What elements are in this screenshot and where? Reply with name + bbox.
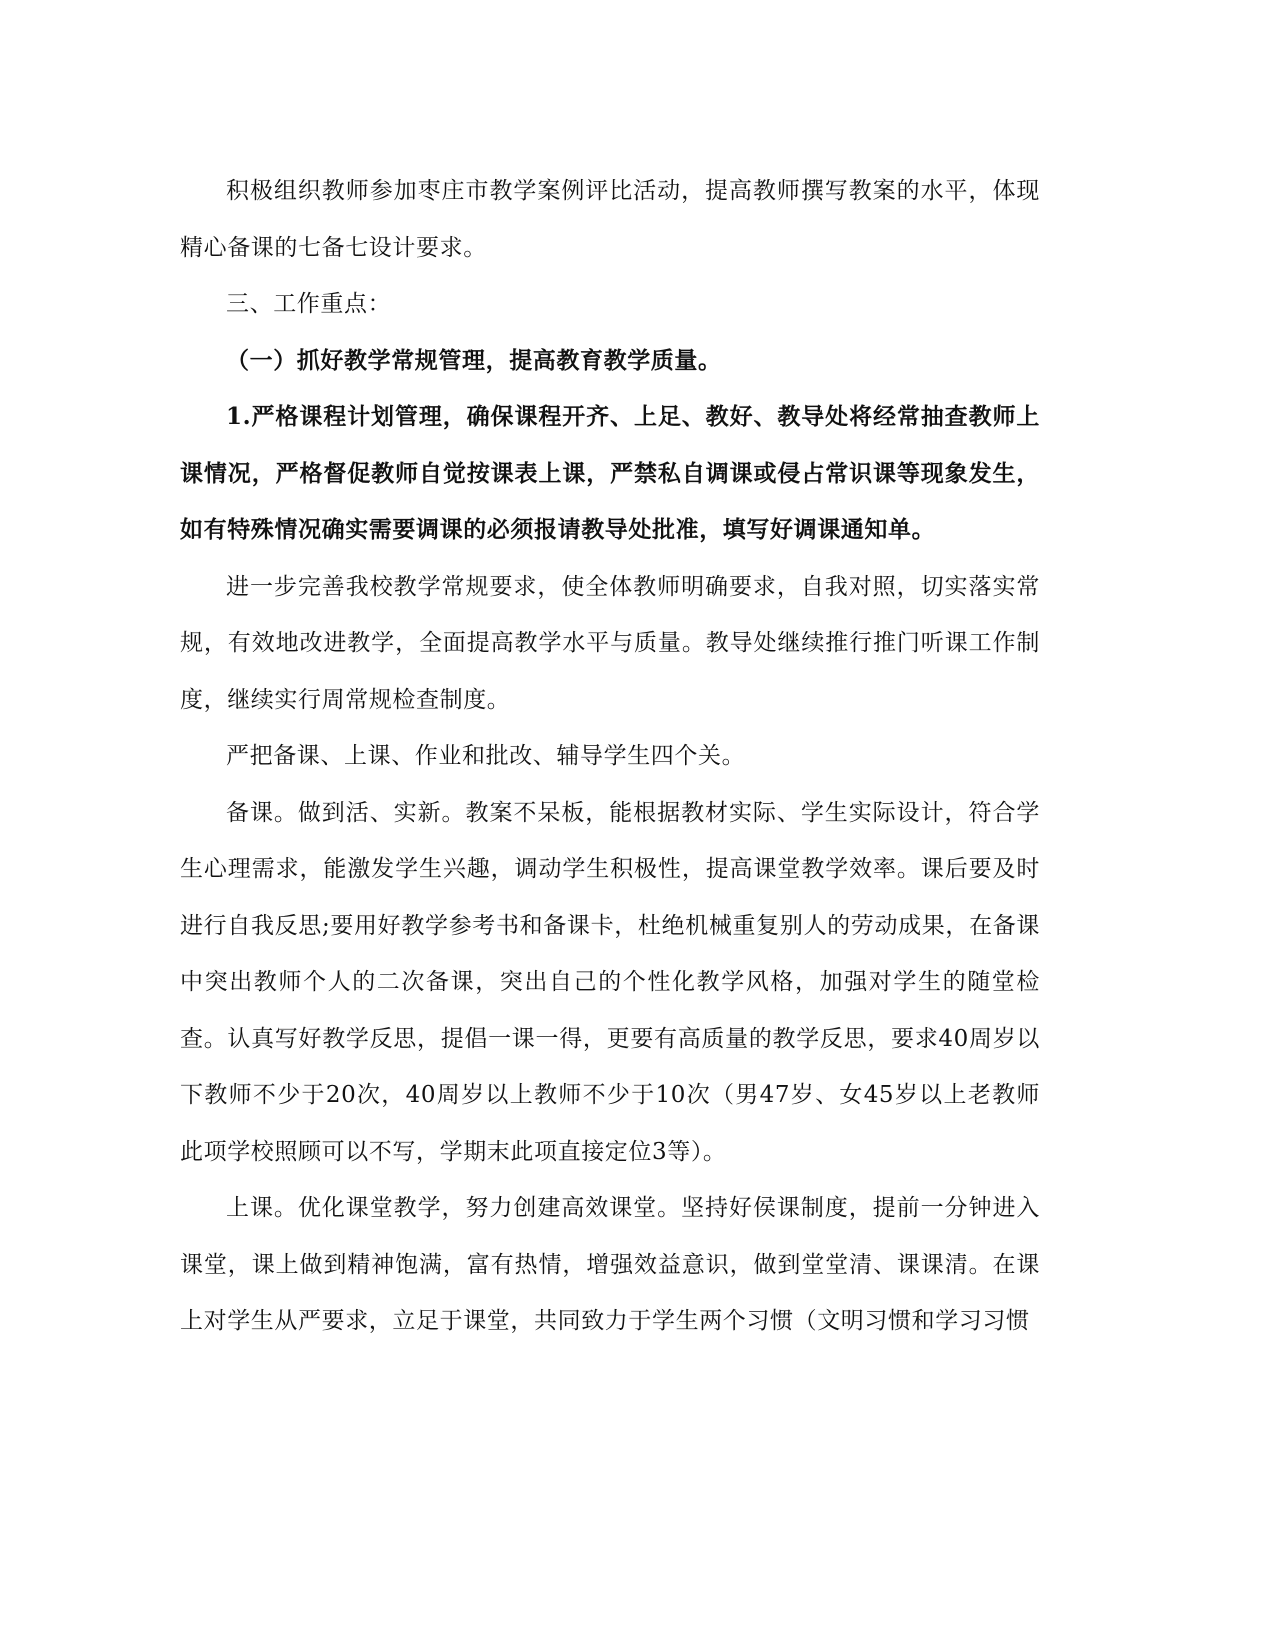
paragraph-lesson-preparation: 备课。做到活、实新。教案不呆板，能根据教材实际、学生实际设计，符合学生心理需求，能激发学生兴趣，调动学生积极性，提高课堂教学效率。课后要及时进行自我反思;要用好教学参考书和备课卡，杜绝机械重复别人的劳动成果，在备课中突出教师个人的二次备课，突出自己的个性化教学风格，加强对学生的随堂检查。认真写好教学反思，提倡一课一得，更要有高质量的教学反思，要求40周岁以下教师不少于20次，40周岁以上教师不少于10次（男47岁、女45岁以上老教师此项学校照顾可以不写，学期末此项直接定位3等）。	[180, 799, 1040, 1165]
paragraph-case-competition: 积极组织教师参加枣庄市教学案例评比活动，提高教师撰写教案的水平，体现精心备课的七备七设计要求。	[180, 178, 1040, 261]
paragraph-four-checkpoints: 严把备课、上课、作业和批改、辅导学生四个关。	[226, 743, 746, 769]
paragraph-classroom-teaching: 上课。优化课堂教学，努力创建高效课堂。坚持好侯课制度，提前一分钟进入课堂，课上做到精神饱满，富有热情，增强效益意识，做到堂堂清、课课清。在课上对学生从严要求，立足于课堂，共同致力于学生两个习惯（文明习惯和学习习惯	[180, 1195, 1040, 1334]
subsection-heading-routine-management: （一）抓好教学常规管理，提高教育教学质量。	[226, 346, 722, 374]
paragraph-curriculum-management: 1.严格课程计划管理，确保课程开齐、上足、教好、教导处将经常抽查教师上课情况，严格督促教师自觉按课表上课，严禁私自调课或侵占常识课等现象发生，如有特殊情况确实需要调课的必须报请教导处批准，填写好调课通知单。	[180, 403, 1040, 543]
paragraph-teaching-routine: 进一步完善我校教学常规要求，使全体教师明确要求，自我对照，切实落实常规，有效地改进教学，全面提高教学水平与质量。教导处继续推行推门听课工作制度，继续实行周常规检查制度。	[180, 573, 1040, 713]
section-heading-work-focus: 三、工作重点：	[226, 291, 392, 317]
document-body	[180, 163, 1040, 1350]
